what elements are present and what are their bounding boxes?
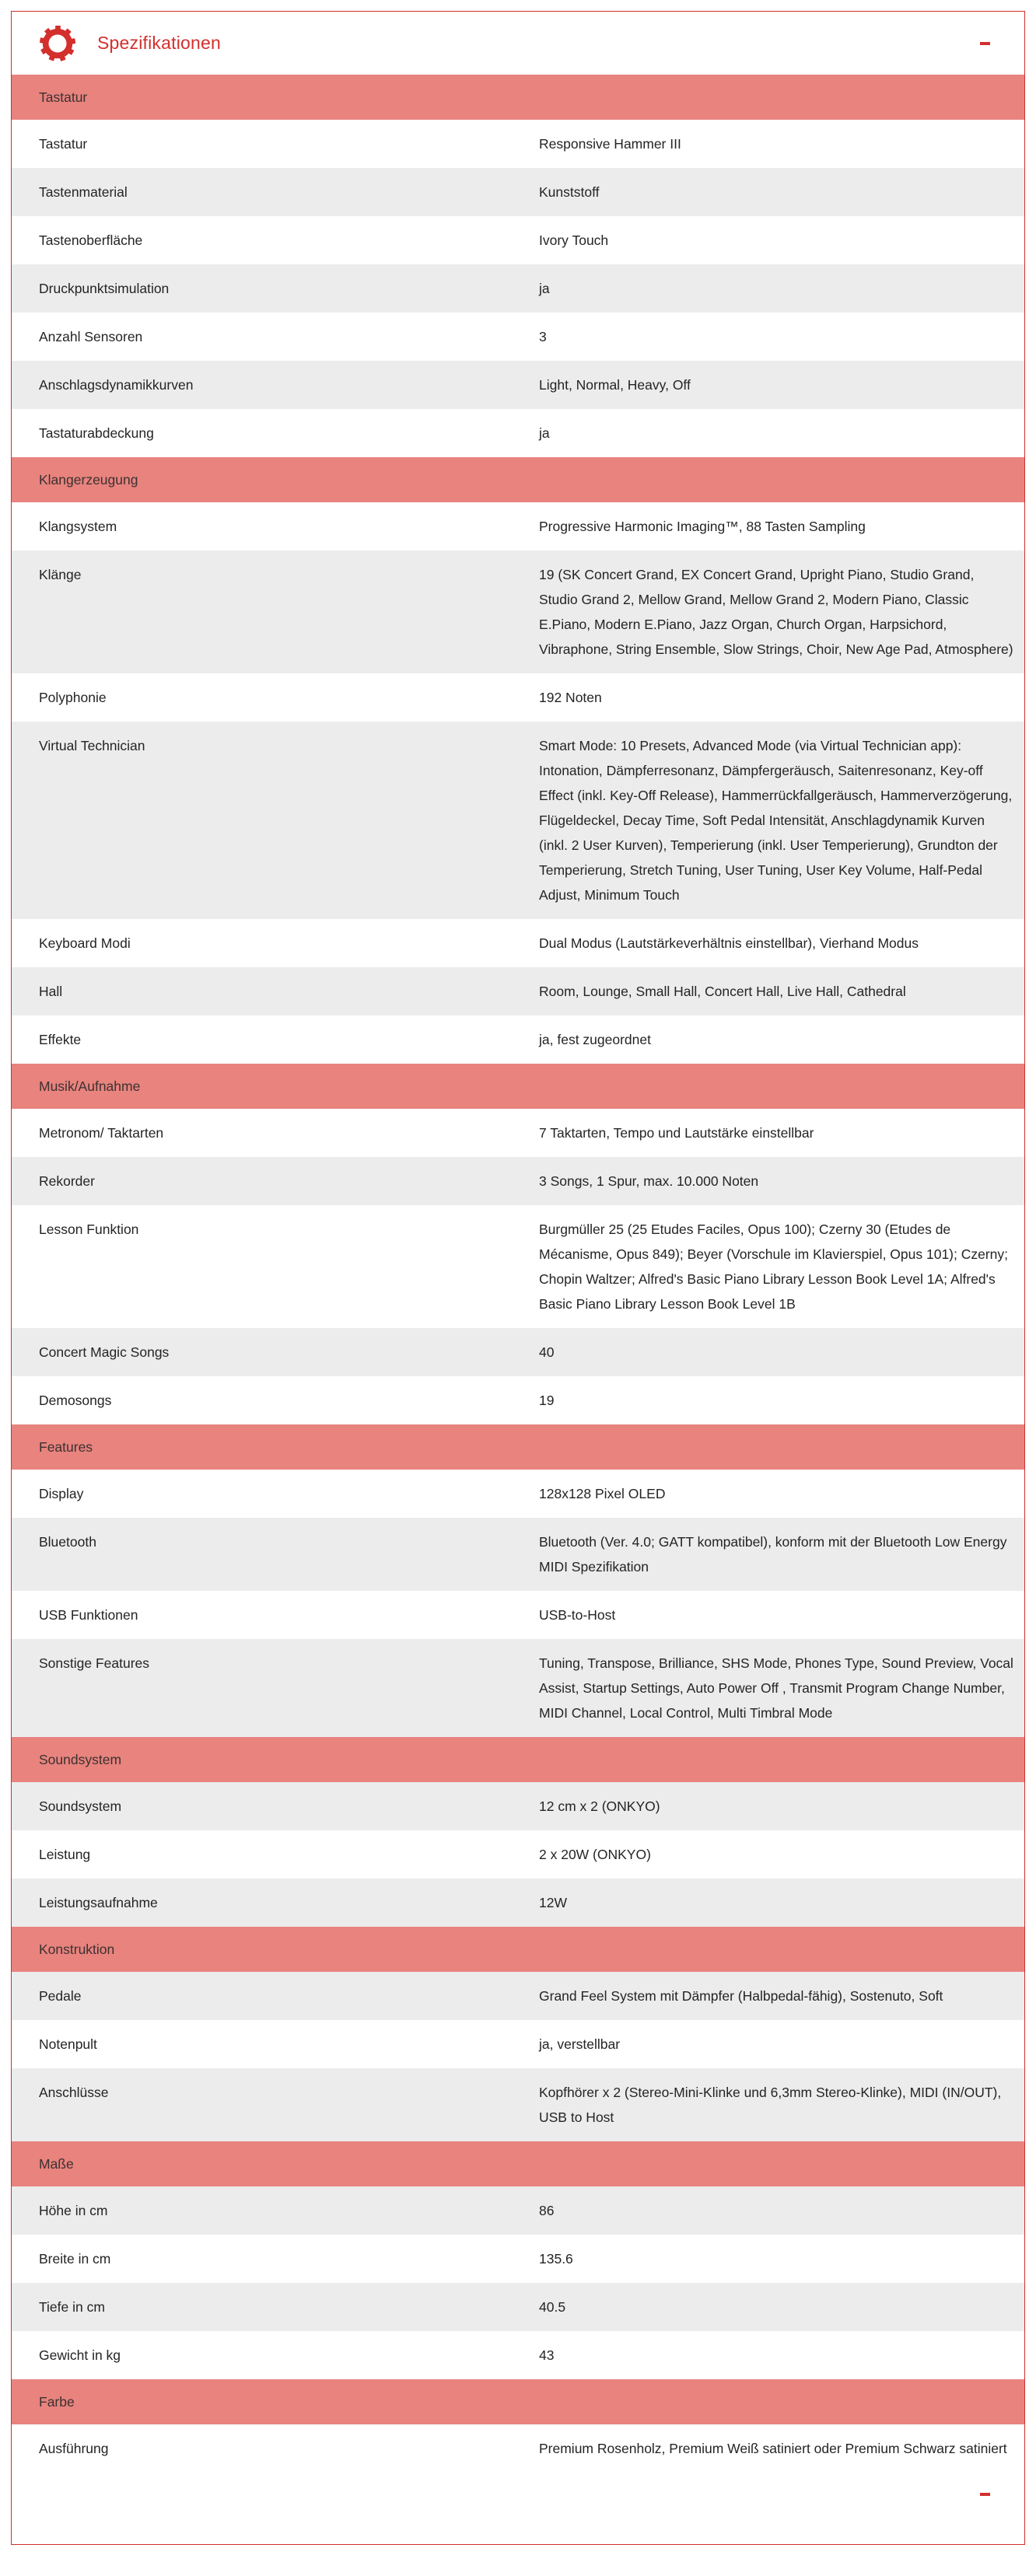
spec-value: 12W — [539, 1895, 567, 1910]
section-header-label: Konstruktion — [39, 1942, 115, 1957]
spec-row — [12, 967, 1024, 1015]
spec-label: Pedale — [39, 1988, 82, 2004]
spec-label: Tastenmaterial — [39, 184, 128, 200]
spec-value: 12 cm x 2 (ONKYO) — [539, 1798, 660, 1814]
section-header-label: Soundsystem — [39, 1752, 122, 1767]
spec-label: Polyphonie — [39, 690, 107, 705]
spec-value: Light, Normal, Heavy, Off — [539, 377, 691, 393]
spec-value: Kunststoff — [539, 184, 600, 200]
spec-row — [12, 1328, 1024, 1376]
spec-label: Display — [39, 1486, 84, 1501]
spec-value: 192 Noten — [539, 690, 602, 705]
spec-row — [12, 1015, 1024, 1064]
spec-label: Bluetooth — [39, 1534, 96, 1550]
spec-label: USB Funktionen — [39, 1607, 138, 1623]
collapse-minus-icon-top[interactable] — [980, 42, 990, 45]
spec-value: 3 Songs, 1 Spur, max. 10.000 Noten — [539, 1173, 759, 1189]
spec-label: Druckpunktsimulation — [39, 281, 170, 296]
spec-label: Klangsystem — [39, 519, 117, 534]
section-header-label: Farbe — [39, 2394, 75, 2410]
spec-label: Lesson Funktion — [39, 1222, 139, 1237]
spec-label: Virtual Technician — [39, 738, 145, 753]
section-header-musik-aufnahme — [12, 1064, 1024, 1109]
spec-row — [12, 1972, 1024, 2020]
spec-value: Tuning, Transpose, Brilliance, SHS Mode, Phones Type, Sound Preview, Vocal Assist, Startup Settings, Auto Power Off , Transmit Program Change Number, MIDI Channel, Local Control, Multi Timbral Mode — [539, 1655, 1013, 1721]
spec-row — [12, 2068, 1024, 2141]
spec-row — [12, 1591, 1024, 1639]
spec-row — [12, 2331, 1024, 2379]
section-header-label: Musik/Aufnahme — [39, 1078, 141, 1094]
spezifikationen-panel — [11, 11, 1025, 2545]
section-header-label: Features — [39, 1439, 93, 1455]
spec-label: Sonstige Features — [39, 1655, 150, 1671]
panel-header — [12, 12, 1024, 75]
spec-row — [12, 120, 1024, 168]
spec-label: Hall — [39, 984, 63, 999]
panel-title: Spezifikationen — [97, 33, 221, 53]
spec-value: Room, Lounge, Small Hall, Concert Hall, Live Hall, Cathedral — [539, 984, 906, 999]
spec-label: Klänge — [39, 567, 82, 582]
spec-row — [12, 722, 1024, 919]
spec-row — [12, 264, 1024, 313]
spec-label: Tiefe in cm — [39, 2299, 105, 2315]
spec-table — [12, 75, 1024, 2473]
spec-value: 43 — [539, 2347, 555, 2363]
spec-label: Metronom/ Taktarten — [39, 1125, 164, 1141]
spec-label: Effekte — [39, 1032, 82, 1047]
spec-label: Anzahl Sensoren — [39, 329, 143, 344]
spec-label: Anschlüsse — [39, 2085, 109, 2100]
section-header-farbe — [12, 2379, 1024, 2424]
spec-value: 19 (SK Concert Grand, EX Concert Grand, Upright Piano, Studio Grand, Studio Grand 2, Mellow Grand, Mellow Grand 2, Modern Piano, Classic E.Piano, Modern E.Piano, Jazz Organ, Church Organ, Harpsichord, Vibraphone, String Ensemble, Slow Strings, Choir, New Age Pad, Atmosphere) — [539, 567, 1013, 657]
spec-label: Tastaturabdeckung — [39, 425, 154, 441]
spec-row — [12, 2424, 1024, 2473]
section-header-soundsystem — [12, 1737, 1024, 1782]
spec-value: Kopfhörer x 2 (Stereo-Mini-Klinke und 6,3mm Stereo-Klinke), MIDI (IN/OUT), USB to Host — [539, 2085, 1002, 2125]
spec-value: 86 — [539, 2203, 555, 2218]
spec-label: Keyboard Modi — [39, 935, 131, 951]
spec-row — [12, 919, 1024, 967]
spec-value: Grand Feel System mit Dämpfer (Halbpedal-fähig), Sostenuto, Soft — [539, 1988, 943, 2004]
spec-row — [12, 2020, 1024, 2068]
spec-row — [12, 1109, 1024, 1157]
spec-value: 3 — [539, 329, 547, 344]
spec-label: Notenpult — [39, 2036, 97, 2052]
section-header-label: Tastatur — [39, 89, 88, 105]
spec-row — [12, 1157, 1024, 1205]
spec-row — [12, 409, 1024, 457]
spec-row — [12, 2283, 1024, 2331]
collapse-minus-icon-bottom[interactable] — [980, 2493, 990, 2496]
spec-row — [12, 1879, 1024, 1927]
section-header-konstruktion — [12, 1927, 1024, 1972]
spec-row — [12, 1205, 1024, 1328]
spec-row — [12, 2186, 1024, 2235]
spec-label: Höhe in cm — [39, 2203, 108, 2218]
spec-value: 40.5 — [539, 2299, 566, 2315]
spec-label: Ausführung — [39, 2441, 109, 2456]
spec-value: 40 — [539, 1344, 555, 1360]
section-header-ma-e — [12, 2141, 1024, 2186]
spec-label: Gewicht in kg — [39, 2347, 121, 2363]
spec-label: Tastatur — [39, 136, 88, 152]
spec-value: 19 — [539, 1393, 555, 1408]
spec-row — [12, 1639, 1024, 1737]
spec-value: ja, fest zugeordnet — [539, 1032, 651, 1047]
spec-row — [12, 1830, 1024, 1879]
spec-label: Demosongs — [39, 1393, 112, 1408]
spec-value: ja — [539, 425, 550, 441]
spec-label: Leistung — [39, 1847, 91, 1862]
spec-label: Rekorder — [39, 1173, 95, 1189]
spec-label: Tastenoberfläche — [39, 232, 143, 248]
gear-icon — [40, 26, 75, 61]
spec-row — [12, 216, 1024, 264]
spec-label: Soundsystem — [39, 1798, 122, 1814]
spec-value: 135.6 — [539, 2251, 573, 2267]
spec-value: Burgmüller 25 (25 Etudes Faciles, Opus 100); Czerny 30 (Etudes de Mécanisme, Opus 849); Beyer (Vorschule im Klavierspiel, Opus 101); Czerny; Chopin Waltzer; Alfred's Basic Piano Library Lesson Book Level 1A; Alfred's Basic Piano Library Lesson Book Level 1B — [539, 1222, 1009, 1312]
spec-row — [12, 361, 1024, 409]
spec-value: USB-to-Host — [539, 1607, 616, 1623]
spec-row — [12, 551, 1024, 673]
spec-value: 7 Taktarten, Tempo und Lautstärke einstellbar — [539, 1125, 814, 1141]
spec-value: Smart Mode: 10 Presets, Advanced Mode (via Virtual Technician app): Intonation, Dämpferresonanz, Dämpfergeräusch, Saitenresonanz, Key-off Effect (inkl. Key-Off Release), Hammerrückfallgeräusch, Hammerverzögerung, Flügeldeckel, Decay Time, Soft Pedal Intensität, Anschlagdynamik Kurven (inkl. 2 User Kurven), Temperierung (inkl. User Temperierung), Grundton der Temperierung, Stretch Tuning, User Tuning, User Key Volume, Half-Pedal Adjust, Minimum Touch — [539, 738, 1013, 903]
spec-row — [12, 1518, 1024, 1591]
section-header-klangerzeugung — [12, 457, 1024, 502]
spec-value: Bluetooth (Ver. 4.0; GATT kompatibel), konform mit der Bluetooth Low Energy MIDI Spezifikation — [539, 1534, 1007, 1575]
spec-value: Progressive Harmonic Imaging™, 88 Tasten Sampling — [539, 519, 866, 534]
section-header-features — [12, 1424, 1024, 1470]
spec-value: Ivory Touch — [539, 232, 609, 248]
section-header-label: Klangerzeugung — [39, 472, 138, 488]
spec-label: Concert Magic Songs — [39, 1344, 170, 1360]
spec-value: ja, verstellbar — [539, 2036, 621, 2052]
spec-value: Responsive Hammer III — [539, 136, 681, 152]
spec-row — [12, 2235, 1024, 2283]
spec-row — [12, 168, 1024, 216]
spec-row — [12, 502, 1024, 551]
spec-value: 128x128 Pixel OLED — [539, 1486, 666, 1501]
spec-row — [12, 673, 1024, 722]
spec-value: ja — [539, 281, 550, 296]
spec-value: 2 x 20W (ONKYO) — [539, 1847, 651, 1862]
spec-label: Breite in cm — [39, 2251, 111, 2267]
spec-label: Leistungsaufnahme — [39, 1895, 158, 1910]
section-header-tastatur — [12, 75, 1024, 120]
spec-label: Anschlagsdynamikkurven — [39, 377, 194, 393]
spec-row — [12, 313, 1024, 361]
spec-row — [12, 1470, 1024, 1518]
spec-value: Premium Rosenholz, Premium Weiß satiniert oder Premium Schwarz satiniert — [539, 2441, 1007, 2456]
spec-row — [12, 1376, 1024, 1424]
section-header-label: Maße — [39, 2156, 74, 2172]
spec-value: Dual Modus (Lautstärkeverhältnis einstellbar), Vierhand Modus — [539, 935, 919, 951]
spec-row — [12, 1782, 1024, 1830]
panel-footer — [12, 2473, 1024, 2544]
